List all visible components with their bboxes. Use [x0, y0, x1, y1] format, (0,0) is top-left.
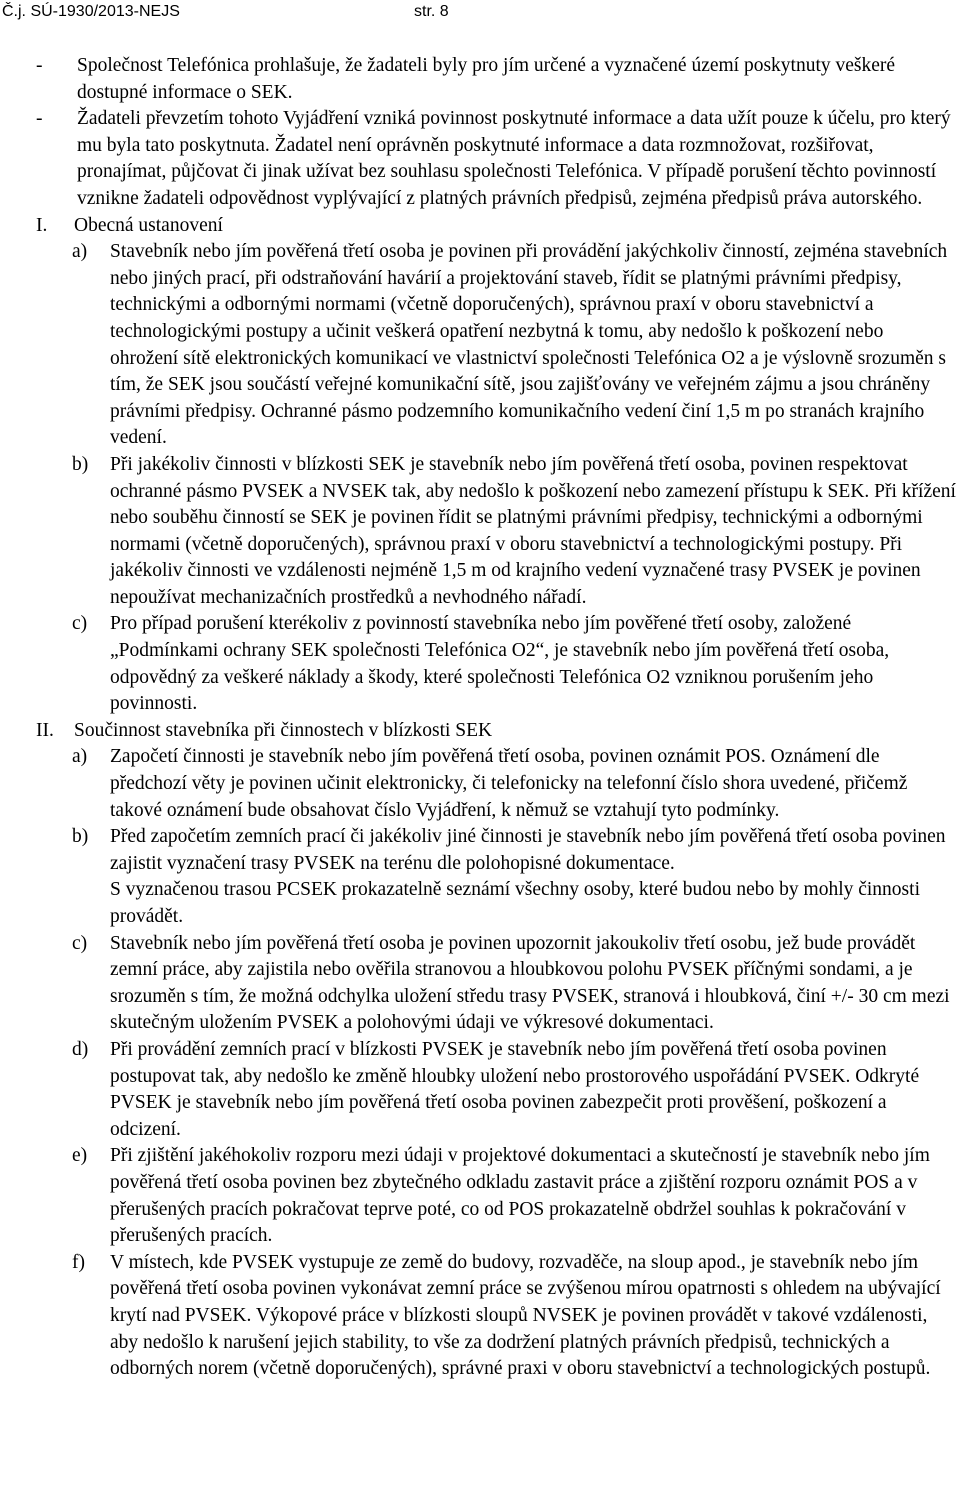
item-marker: e) [72, 1145, 88, 1167]
document-reference: Č.j. SÚ-1930/2013-NEJS [2, 3, 180, 20]
item-text: Stavebník nebo jím pověřená třetí osoba je povinen upozornit jakoukoliv třetí osobu, jež bude provádět zemní práce, aby zajistila nebo ověřila stranovou a hloubkovou polohu PVSEK příčnými sondami, a je srozuměn s tím, že možná odchylka uložení středu trasy PVSEK, stranová i hloubková, činí +/- 30 cm mezi skutečným uložením PVSEK a polohovými údaji ve výkresové dokumentaci. [110, 932, 950, 1034]
intro-item-text: Společnost Telefónica prohlašuje, že žadateli byly pro jím určené a vyznačené území poskytnuty veškeré dostupné informace o SEK. [77, 55, 896, 103]
document-body [0, 53, 960, 1383]
intro-item [0, 53, 960, 106]
section-number: II. [36, 719, 54, 741]
item-marker: f) [72, 1251, 85, 1273]
intro-item-text: Žadateli převzetím tohoto Vyjádření vzniká povinnost poskytnuté informace a data užít pouze k účelu, pro který mu byla tato poskytnuta. Žadatel není oprávněn poskytnuté informace a data rozmnožovat, rozšiřovat, pronajímat, půjčovat či jinak užívat bez souhlasu společnosti Telefónica. V případě porušení těchto povinností vznikne žadateli odpovědnost vyplývající z platných právních předpisů, zejména předpisů práva autorského. [77, 108, 951, 209]
list-item [0, 824, 960, 930]
list-item [0, 1037, 960, 1143]
item-text: Při jakékoliv činnosti v blízkosti SEK je stavebník nebo jím pověřená třetí osoba, povinen respektovat ochranné pásmo PVSEK a NVSEK tak, aby nedošlo k poškození nebo zamezení přístupu k SEK. Při křížení nebo souběhu činností se SEK je povinen řídit se platnými právními předpisy, technickými a odbornými normami (včetně doporučených), správnou praxí v oboru stavebnictví a technologickými postupy. Při jakékoliv činnosti ve vzdálenosti nejméně 1,5 m od krajního vedení vyznačené trasy PVSEK je povinen nepoužívat mechanizačních prostředků a nevhodného nářadí. [110, 453, 956, 608]
item-text: Při zjištění jakéhokoliv rozporu mezi údaji v projektové dokumentaci a skutečností je stavebník nebo jím pověřená třetí osoba povinen bez zbytečného odkladu zastavit práce a zjištění rozporu oznámit POS a v přerušených pracích pokračovat teprve poté, co od POS prokazatelně obdržel souhlas k pokračování v přerušených pracích. [110, 1145, 930, 1247]
section-title: Obecná ustanovení [74, 214, 223, 236]
list-item [0, 611, 960, 717]
dash-marker: - [36, 55, 43, 76]
item-marker: a) [72, 241, 88, 263]
page-number: str. 8 [414, 3, 449, 20]
item-marker: b) [72, 453, 89, 475]
list-item [0, 744, 960, 824]
intro-item [0, 106, 960, 212]
section-title: Součinnost stavebníka při činnostech v blízkosti SEK [74, 719, 493, 741]
list-item [0, 1250, 960, 1383]
item-text: Před započetím zemních prací či jakékoliv jiné činnosti je stavebník nebo jím pověřená třetí osoba povinen zajistit vyznačení trasy PVSEK na terénu dle polohopisné dokumentace. [110, 826, 946, 874]
section-heading [0, 718, 960, 745]
item-text: Započetí činnosti je stavebník nebo jím pověřená třetí osoba, povinen oznámit POS. Oznámení dle předchozí věty je povinen učinit elektronicky, či telefonicky na telefonní číslo shora uvedené, přičemž takové oznámení bude obsahovat číslo Vyjádření, k němuž se vztahují tyto podmínky. [110, 746, 908, 821]
item-marker: c) [72, 932, 88, 954]
item-marker: a) [72, 746, 88, 768]
item-text: Při provádění zemních prací v blízkosti PVSEK je stavebník nebo jím pověřená třetí osoba povinen postupovat tak, aby nedošlo ke změně hloubky uložení nebo prostorového uspořádání PVSEK. Odkryté PVSEK je stavebník nebo jím pověřená třetí osoba povinen zabezpečit proti prověšení, poškození a odcizení. [110, 1038, 920, 1140]
dash-marker: - [36, 108, 43, 130]
list-item [0, 1143, 960, 1249]
page-header [0, 0, 960, 24]
section-number: I. [36, 214, 48, 236]
item-text: Pro případ porušení kterékoliv z povinností stavebníka nebo jím pověřené třetí osoby, založené „Podmínkami ochrany SEK společnosti Telefónica O2“, je stavebník nebo jím pověřená třetí osoba, odpovědný za veškeré náklady a škody, které společnosti Telefónica O2 vzniknou porušením jeho povinnosti. [110, 613, 890, 715]
list-item [0, 931, 960, 1037]
item-marker: c) [72, 613, 88, 635]
item-text: Stavebník nebo jím pověřená třetí osoba je povinen při provádění jakýchkoliv činností, zejména stavebních nebo jiných prací, při odstraňování havárií a projektování staveb, řídit se platnými právními předpisy, technickými a odbornými normami (včetně doporučených), správnou praxí v oboru stavebnictví a technologickými postupy a učinit veškerá opatření nezbytná k tomu, aby nedošlo k poškození nebo ohrožení sítě elektronických komunikací ve vlastnictví společnosti Telefónica O2 a je výslovně srozuměn s tím, že SEK jsou součástí veřejné komunikační sítě, jsou zajišťovány ve veřejném zájmu a jsou chráněny právními předpisy. Ochranné pásmo podzemního komunikačního vedení činí 1,5 m po stranách krajního vedení. [110, 241, 948, 449]
item-text: V místech, kde PVSEK vystupuje ze země do budovy, rozvaděče, na sloup apod., je stavebník nebo jím pověřená třetí osoba povinen vykonávat zemní práce se zvýšenou mírou opatrnosti s ohledem na ubývající krytí nad PVSEK. Výkopové práce v blízkosti sloupů NVSEK je povinen provádět v takové vzdálenosti, aby nedošlo k narušení jejich stability, to vše za dodržení platných právních předpisů, technických a odborných norem (včetně doporučených), správné praxi v oboru stavebnictví a technologických postupů. [110, 1251, 941, 1380]
list-item [0, 452, 960, 612]
item-text: S vyznačenou trasou PCSEK prokazatelně seznámí všechny osoby, které budou nebo by mohly činnosti provádět. [110, 879, 920, 927]
item-marker: d) [72, 1038, 89, 1060]
item-marker: b) [72, 826, 89, 848]
list-item [0, 239, 960, 452]
section-heading [0, 213, 960, 240]
